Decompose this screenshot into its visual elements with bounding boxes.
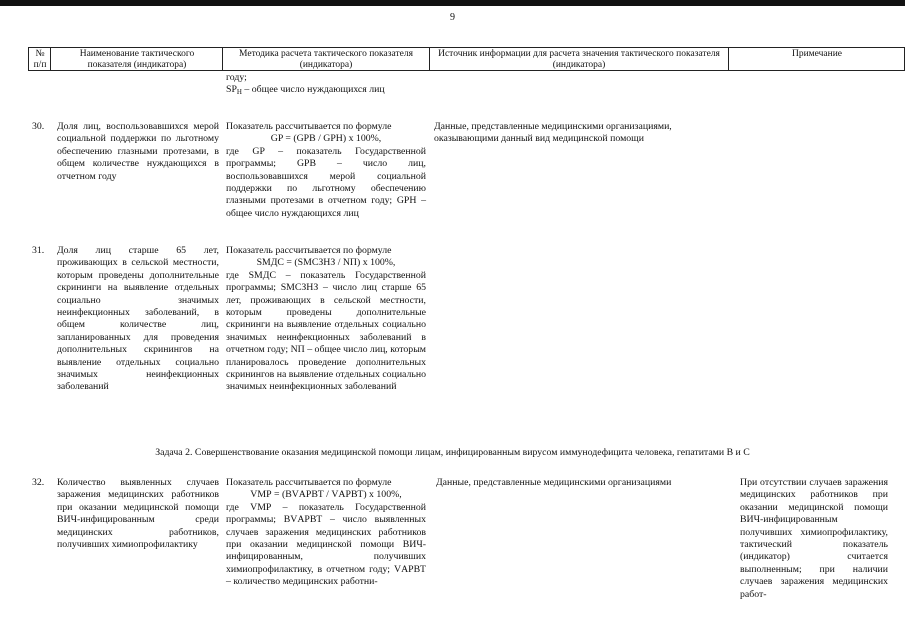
header-calculation-method: Методика расчета тактического показателя (индикатора) <box>239 49 413 70</box>
row-32-formula: VМР = (BVАРВТ / VАРВТ) x 100%, <box>250 489 402 501</box>
page-number: 9 <box>450 12 455 23</box>
row-31-name: Доля лиц старше 65 лет, проживающих в сельской местности, которым проведены дополнительные скрининги на выявление отдельных социально значимых неинфекционных заболеваний, в общем количестве лиц, запланированных для проведения дополнительных скринингов на выявление отдельных социально значимых неинфекционных заболеваний <box>57 245 219 393</box>
row-32-note: При отсутствии случаев заражения медицинских работников при оказании медицинской помощи ВИЧ-инфицированным получивших химиопрофилактику, тактический показатель (индикатор) считается выполненным; при наличии случаев заражения медицинских работ- <box>740 477 888 600</box>
row-30-method: Показатель рассчитывается по формуле GP = (GPВ / GPН) x 100%, где GP – показатель Государственной программы; GPВ – число лиц, воспользовавшихся мерой социальной поддержки по льготному обеспечению глазными протезами в отчетном году; GPН – общее число нуждающихся лиц <box>226 121 426 219</box>
row-30-source: Данные, представленные медицинскими организациями, оказывающими данный вид медицинской помощи <box>434 121 672 145</box>
header-note: Примечание <box>791 49 843 59</box>
row-32-source: Данные, представленные медицинскими организациями <box>436 477 672 488</box>
top-border <box>0 0 905 6</box>
task-heading: Задача 2. Совершенствование оказания медицинской помощи лицам, инфицированным вирусом иммунодефицита человека, гепатитами В и С <box>155 447 750 458</box>
row-30-number: 30. <box>32 121 45 132</box>
row-30-name: Доля лиц, воспользовавшихся мерой социальной поддержки по льготному обеспечению глазными протезами, в общем количестве нуждающихся в отчетном году <box>57 121 219 182</box>
continuation-method <box>226 72 426 97</box>
header-number: № п/п <box>33 49 47 70</box>
row-31-formula: SMДС = (SMСЗНЗ / NП) x 100%, <box>256 257 396 269</box>
row-31-number: 31. <box>32 245 45 256</box>
row-32-method: Показатель рассчитывается по формуле VМР = (BVАРВТ / VАРВТ) x 100%, где VМР – показатель Государственной программы; BVАРВТ – число выявленных случаев заражения медицинских работников при оказании медицинской помощи ВИЧ-инфицированным, получивших химиопрофилактику, в отчетном году; VАРВТ – количество медицинских работни- <box>226 477 426 588</box>
continuation-line-1: году; <box>226 72 247 83</box>
header-information-source: Источник информации для расчета значения тактического показателя (индикатора) <box>438 49 720 70</box>
row-32-number: 32. <box>32 477 45 488</box>
header-indicator-name: Наименование тактического показателя (индикатора) <box>79 49 195 70</box>
table-header <box>28 47 905 71</box>
continuation-line-2: $SP_Н$ – общее число нуждающихся лиц <box>226 84 385 97</box>
row-31-method: Показатель рассчитывается по формуле SMДС = (SMСЗНЗ / NП) x 100%, где SMДС – показатель Государственной программы; SMСЗНЗ – число лиц старше 65 лет, проживающих в сельской местности, которым проведены дополнительные скрининги на выявление отдельных социально значимых неинфекционных заболеваний в отчетном году; NП – общее число лиц, которым планировалось проведение дополнительных скринингов на выявление отдельных социально значимых неинфекционных заболеваний <box>226 245 426 393</box>
row-30-formula: GP = (GPВ / GPН) x 100%, <box>270 133 382 145</box>
row-32-name: Количество выявленных случаев заражения медицинских работников при оказании медицинской помощи ВИЧ-инфицированным среди медицинских работников, получивших химиопрофилактику <box>57 477 219 551</box>
